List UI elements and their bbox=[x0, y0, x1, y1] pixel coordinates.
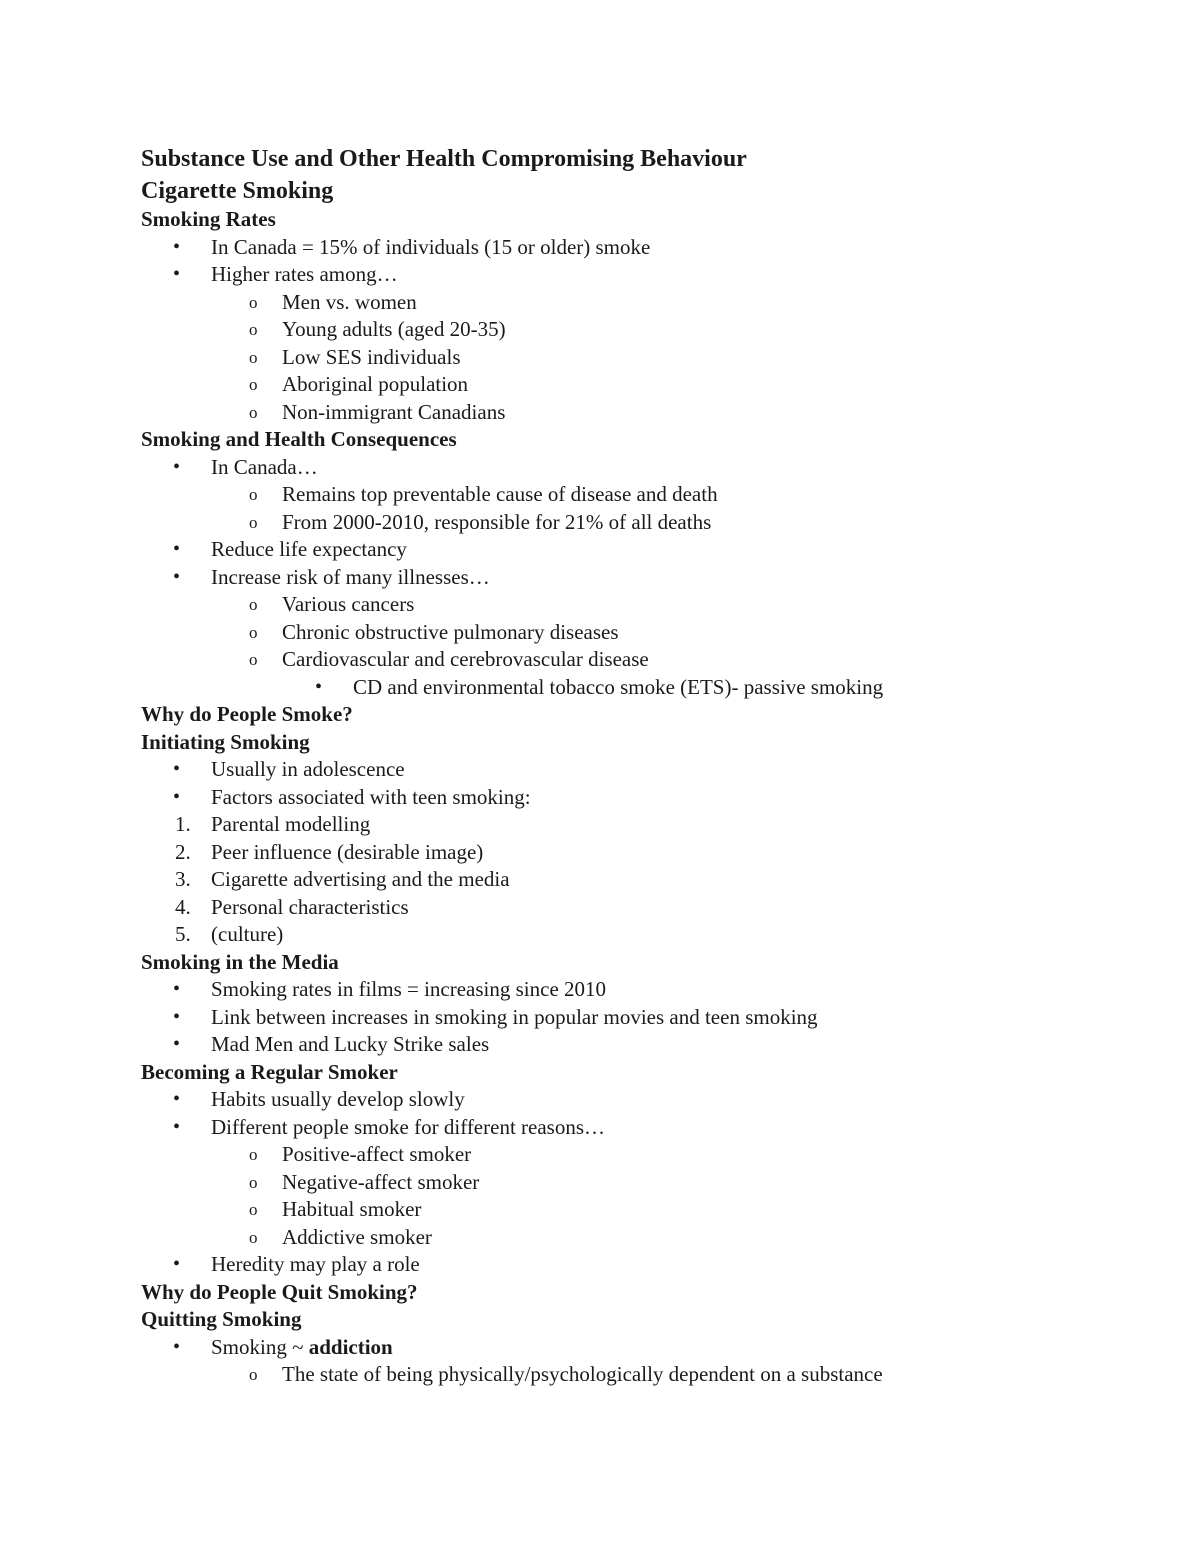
list-item: • Mad Men and Lucky Strike sales bbox=[141, 1031, 1101, 1059]
sub-list-item: o Habitual smoker bbox=[141, 1196, 1101, 1224]
number-marker: 1. bbox=[175, 812, 191, 836]
addiction-term: addiction bbox=[308, 1334, 393, 1359]
numbered-item: 3. Cigarette advertising and the media bbox=[141, 866, 1101, 894]
numbered-item: 4. Personal characteristics bbox=[141, 894, 1101, 922]
sub-list-item: o Aboriginal population bbox=[141, 371, 1101, 399]
list-item: • Different people smoke for different reasons… bbox=[141, 1114, 1101, 1142]
number-marker: 2. bbox=[175, 839, 191, 864]
numbered-item: 2. Peer influence (desirable image) bbox=[141, 839, 1101, 867]
circle-marker: o bbox=[249, 1227, 258, 1247]
bullet-marker: • bbox=[173, 978, 181, 1000]
sub-list-item: o Non-immigrant Canadians bbox=[141, 399, 1101, 427]
list-item: • Increase risk of many illnesses… bbox=[141, 564, 1101, 592]
sub-list-item: o The state of being physically/psychologically dependent on a substance bbox=[141, 1361, 1101, 1389]
heading-initiating-smoking: Initiating Smoking bbox=[141, 729, 310, 754]
circle-marker: o bbox=[249, 402, 258, 422]
number-marker: 3. bbox=[175, 867, 191, 891]
list-item: • Habits usually develop slowly bbox=[141, 1086, 1101, 1114]
heading-why-quit: Why do People Quit Smoking? bbox=[141, 1279, 418, 1304]
bullet-marker: • bbox=[173, 1033, 181, 1055]
circle-marker: o bbox=[249, 1145, 258, 1164]
circle-marker: o bbox=[249, 650, 258, 669]
heading-health-consequences: Smoking and Health Consequences bbox=[141, 427, 457, 451]
bullet-marker: • bbox=[173, 455, 181, 478]
bullet-marker: • bbox=[173, 1115, 181, 1138]
list-item: • In Canada = 15% of individuals (15 or older) smoke bbox=[141, 234, 1101, 262]
sub-list-item: o Low SES individuals bbox=[141, 344, 1101, 372]
heading-smoking-media: Smoking in the Media bbox=[141, 949, 339, 974]
document-body bbox=[141, 143, 1101, 1389]
sub-list-item: o Remains top preventable cause of disease and death bbox=[141, 481, 1101, 509]
bullet-marker: • bbox=[173, 758, 181, 780]
sub-list-item: o Men vs. women bbox=[141, 289, 1101, 317]
numbered-item: 5. (culture) bbox=[141, 921, 1101, 949]
list-item bbox=[141, 1334, 1101, 1362]
number-marker: 5. bbox=[175, 922, 191, 946]
heading-why-smoke: Why do People Smoke? bbox=[141, 702, 353, 726]
circle-marker: o bbox=[249, 1200, 258, 1219]
bullet-marker: • bbox=[173, 538, 181, 560]
bullet-marker: • bbox=[173, 785, 181, 808]
bullet-marker: • bbox=[173, 565, 181, 588]
number-marker: 4. bbox=[175, 894, 191, 919]
circle-marker: o bbox=[249, 320, 258, 339]
circle-marker: o bbox=[249, 622, 258, 642]
circle-marker: o bbox=[249, 1365, 258, 1384]
list-item: • In Canada… bbox=[141, 454, 1101, 482]
bullet-marker: • bbox=[173, 263, 181, 285]
list-item: • Factors associated with teen smoking: bbox=[141, 784, 1101, 812]
list-item: • Link between increases in smoking in popular movies and teen smoking bbox=[141, 1004, 1101, 1032]
list-item: • Smoking rates in films = increasing since 2010 bbox=[141, 976, 1101, 1004]
bullet-marker: • bbox=[173, 1253, 181, 1275]
circle-marker: o bbox=[249, 375, 258, 394]
circle-marker: o bbox=[249, 512, 258, 532]
section-heading-cigarette-smoking: Cigarette Smoking bbox=[141, 178, 334, 204]
sub-list-item: o Various cancers bbox=[141, 591, 1101, 619]
numbered-item: 1. Parental modelling bbox=[141, 811, 1101, 839]
circle-marker: o bbox=[249, 347, 258, 367]
heading-regular-smoker: Becoming a Regular Smoker bbox=[141, 1059, 398, 1084]
sub-list-item: o Negative-affect smoker bbox=[141, 1169, 1101, 1197]
list-item: • Reduce life expectancy bbox=[141, 536, 1101, 564]
bullet-marker: • bbox=[173, 1005, 181, 1028]
sub-list-item: o Addictive smoker bbox=[141, 1224, 1101, 1252]
heading-quitting-smoking: Quitting Smoking bbox=[141, 1307, 302, 1331]
sub-list-item: o Young adults (aged 20-35) bbox=[141, 316, 1101, 344]
list-item: • Heredity may play a role bbox=[141, 1251, 1101, 1279]
sub-list-item: o Cardiovascular and cerebrovascular disease bbox=[141, 646, 1101, 674]
list-item: • Usually in adolescence bbox=[141, 756, 1101, 784]
heading-smoking-rates: Smoking Rates bbox=[141, 207, 276, 231]
bullet-marker: • bbox=[173, 1335, 181, 1358]
document-title: Substance Use and Other Health Compromising Behaviour bbox=[141, 146, 747, 172]
bullet-marker: • bbox=[173, 1088, 181, 1110]
sub-list-item: o From 2000-2010, responsible for 21% of all deaths bbox=[141, 509, 1101, 537]
circle-marker: o bbox=[249, 485, 258, 504]
sub-sub-list-item: • CD and environmental tobacco smoke (ETS)- passive smoking bbox=[141, 674, 1101, 702]
sub-list-item: o Positive-affect smoker bbox=[141, 1141, 1101, 1169]
square-marker: • bbox=[315, 675, 323, 698]
addiction-prefix: Smoking ~ bbox=[211, 1334, 309, 1359]
sub-list-item: o Chronic obstructive pulmonary diseases bbox=[141, 619, 1101, 647]
circle-marker: o bbox=[249, 292, 258, 312]
list-item: • Higher rates among… bbox=[141, 261, 1101, 289]
circle-marker: o bbox=[249, 1172, 258, 1192]
bullet-marker: • bbox=[173, 235, 181, 258]
circle-marker: o bbox=[249, 595, 258, 614]
